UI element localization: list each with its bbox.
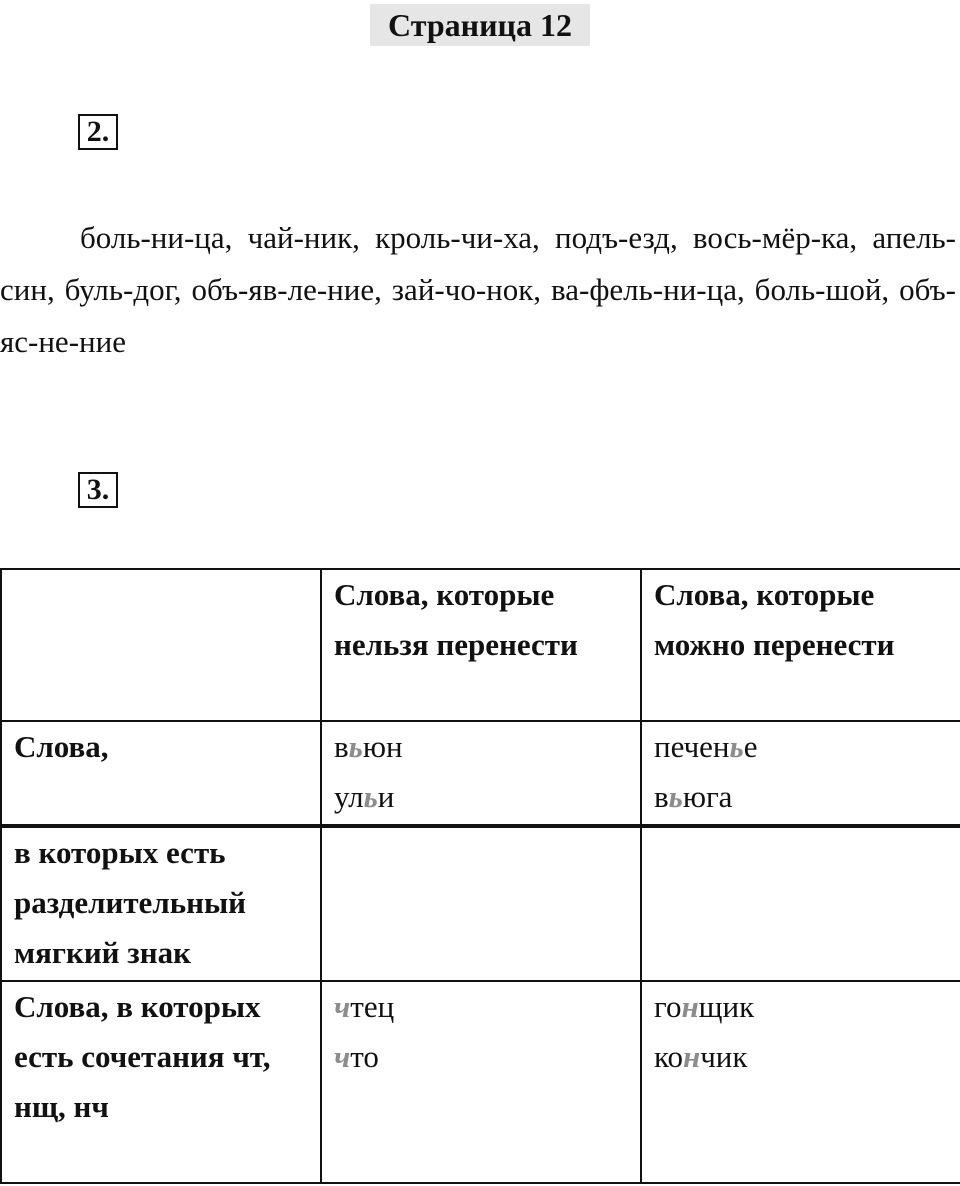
task-2-number: 2. [78, 114, 118, 150]
row-label: Слова, в которых есть сочетания чт, нщ, нч [1, 981, 321, 1183]
highlighted-letter: ь [668, 779, 683, 814]
word-part: ул [334, 779, 364, 814]
word-part: печен [654, 729, 730, 764]
table-row [1, 981, 960, 1183]
word-item [654, 772, 948, 822]
can-transfer-words [641, 981, 960, 1183]
word-item [334, 722, 628, 772]
word-item [654, 722, 948, 772]
table-row [1, 721, 960, 825]
highlighted-letter: ч [334, 1039, 351, 1074]
can-transfer-words [641, 721, 960, 825]
word-part: ко [654, 1039, 683, 1074]
header-cannot-transfer: Слова, которые нельзя перенести [321, 569, 641, 721]
highlighted-letter: ь [348, 729, 363, 764]
word-part: е [743, 729, 758, 764]
word-item [654, 982, 948, 1032]
highlighted-letter: ь [729, 729, 744, 764]
highlighted-letter: н [683, 1039, 701, 1074]
row-label: в которых есть разделительный мягкий знак [1, 827, 321, 981]
cannot-transfer-words [321, 721, 641, 825]
word-item [334, 1032, 628, 1082]
empty-cell [641, 827, 960, 981]
task-2-answer-text: боль-ни-ца, чай-ник, кроль-чи-ха, подъ-езд, вось-мёр-ка, апель-син, буль-дог, объ-яв-ле-ние, зай-чо-нок, ва-фель-ни-ца, боль-шой, объ-яс-не-ние [0, 220, 956, 359]
word-part: щик [698, 989, 755, 1024]
word-part: чик [700, 1039, 748, 1074]
word-part: в [334, 729, 349, 764]
page-title: Страница 12 [370, 4, 590, 46]
word-part: то [350, 1039, 379, 1074]
hyphenation-table-top [0, 568, 960, 826]
word-part: и [377, 779, 395, 814]
task-3-number: 3. [78, 472, 118, 508]
highlighted-letter: н [681, 989, 699, 1024]
word-part: юн [362, 729, 403, 764]
word-item [334, 982, 628, 1032]
highlighted-letter: ч [334, 989, 351, 1024]
table-row [1, 827, 960, 981]
header-can-transfer: Слова, которые можно перенести [641, 569, 960, 721]
header-empty-cell [1, 569, 321, 721]
empty-cell [321, 827, 641, 981]
word-item [334, 772, 628, 822]
highlighted-letter: ь [363, 779, 378, 814]
cannot-transfer-words [321, 981, 641, 1183]
hyphenation-table-bottom [0, 826, 960, 1184]
word-part: юга [682, 779, 733, 814]
word-item [654, 1032, 948, 1082]
word-part: тец [350, 989, 395, 1024]
word-part: в [654, 779, 669, 814]
table-header-row [1, 569, 960, 721]
row-label: Слова, [1, 721, 321, 825]
word-part: го [654, 989, 682, 1024]
